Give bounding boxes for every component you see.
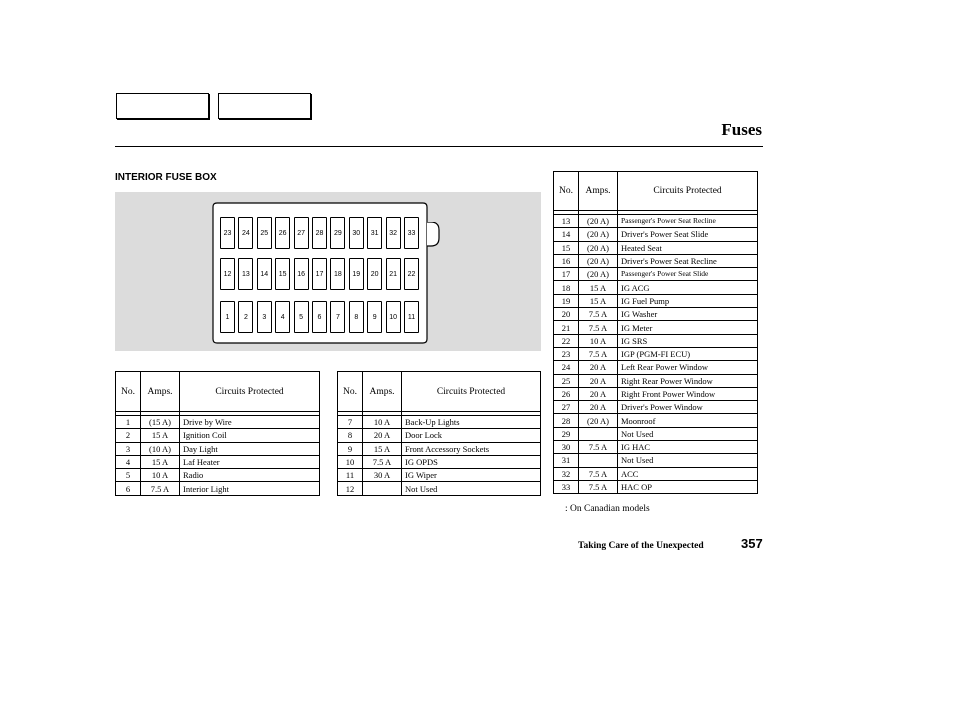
table-row <box>554 454 758 467</box>
fuse-number: 7 <box>338 416 363 429</box>
table-row <box>554 414 758 427</box>
fuse-6: 6 <box>312 301 327 333</box>
fuse-15: 15 <box>275 258 290 290</box>
table-row <box>554 441 758 454</box>
fuse-amps: 7.5 A <box>579 441 618 454</box>
fuse-amps: 15 A <box>579 294 618 307</box>
fuse-number: 22 <box>554 334 579 347</box>
table-row <box>338 442 541 455</box>
fuse-circuit: IG ACG <box>618 281 758 294</box>
table-row <box>554 321 758 334</box>
fuse-number: 31 <box>554 454 579 467</box>
fuse-amps: 15 A <box>141 429 180 442</box>
fuse-circuit: Heated Seat <box>618 241 758 254</box>
fuse-23: 23 <box>220 217 235 249</box>
fuse-number: 32 <box>554 467 579 480</box>
nav-button-contents[interactable] <box>116 93 209 119</box>
fuse-circuit: Passenger's Power Seat Slide <box>618 268 758 281</box>
fuse-amps: (20 A) <box>579 241 618 254</box>
fuse-number: 1 <box>116 416 141 429</box>
table-row <box>554 480 758 493</box>
fuse-amps: (20 A) <box>579 268 618 281</box>
fuse-amps: 20 A <box>579 361 618 374</box>
fuse-circuit: IG HAC <box>618 441 758 454</box>
fuse-30: 30 <box>349 217 364 249</box>
interior-fuse-box-diagram <box>212 202 428 344</box>
table-row <box>554 361 758 374</box>
fuse-circuit: Moonroof <box>618 414 758 427</box>
fuse-box-tab <box>427 222 447 252</box>
fuse-amps: (20 A) <box>579 215 618 228</box>
fuse-21: 21 <box>386 258 401 290</box>
fuse-amps: 15 A <box>579 281 618 294</box>
fuse-circuit: Not Used <box>618 427 758 440</box>
fuse-17: 17 <box>312 258 327 290</box>
fuse-amps: 30 A <box>363 469 402 482</box>
fuse-amps: 15 A <box>141 455 180 468</box>
fuse-amps: 20 A <box>363 429 402 442</box>
fuse-number: 21 <box>554 321 579 334</box>
title-divider <box>115 146 763 147</box>
fuse-31: 31 <box>367 217 382 249</box>
fuse-amps <box>579 427 618 440</box>
fuse-8: 8 <box>349 301 364 333</box>
fuse-number: 26 <box>554 387 579 400</box>
fuse-9: 9 <box>367 301 382 333</box>
table-row <box>116 442 320 455</box>
page-title: Fuses <box>721 120 762 139</box>
fuse-circuit: Driver's Power Seat Recline <box>618 254 758 267</box>
header-no: No. <box>338 372 363 412</box>
fuse-circuit: Ignition Coil <box>180 429 320 442</box>
table-row <box>116 469 320 482</box>
fuse-19: 19 <box>349 258 364 290</box>
fuse-table-3 <box>553 171 758 494</box>
table-row <box>554 241 758 254</box>
fuse-circuit: IG Wiper <box>402 469 541 482</box>
table-row <box>554 347 758 360</box>
fuse-number: 11 <box>338 469 363 482</box>
fuse-amps: 7.5 A <box>579 467 618 480</box>
table-row <box>554 467 758 480</box>
fuse-number: 15 <box>554 241 579 254</box>
fuse-circuit: Driver's Power Seat Slide <box>618 228 758 241</box>
nav-button-index[interactable] <box>218 93 311 119</box>
table-row <box>554 308 758 321</box>
table-row <box>116 429 320 442</box>
fuse-16: 16 <box>294 258 309 290</box>
table-row <box>554 334 758 347</box>
header-amps: Amps. <box>363 372 402 412</box>
fuse-amps <box>363 482 402 495</box>
table-row <box>554 401 758 414</box>
fuse-amps: (20 A) <box>579 228 618 241</box>
section-title: INTERIOR FUSE BOX <box>115 172 217 183</box>
fuse-amps: 10 A <box>579 334 618 347</box>
fuse-number: 4 <box>116 455 141 468</box>
fuse-circuit: Laf Heater <box>180 455 320 468</box>
fuse-amps: 15 A <box>363 442 402 455</box>
table-row <box>554 215 758 228</box>
fuse-number: 3 <box>116 442 141 455</box>
fuse-amps: 7.5 A <box>363 455 402 468</box>
fuse-amps: 7.5 A <box>579 321 618 334</box>
header-circuits: Circuits Protected <box>402 372 541 412</box>
fuse-5: 5 <box>294 301 309 333</box>
fuse-20: 20 <box>367 258 382 290</box>
fuse-number: 29 <box>554 427 579 440</box>
fuse-number: 16 <box>554 254 579 267</box>
fuse-circuit: Radio <box>180 469 320 482</box>
fuse-circuit: HAC OP <box>618 480 758 493</box>
fuse-number: 18 <box>554 281 579 294</box>
fuse-number: 27 <box>554 401 579 414</box>
canadian-models-note: : On Canadian models <box>565 504 650 514</box>
table-row <box>554 427 758 440</box>
fuse-amps <box>579 454 618 467</box>
fuse-1: 1 <box>220 301 235 333</box>
fuse-24: 24 <box>238 217 253 249</box>
header-amps: Amps. <box>141 372 180 412</box>
fuse-33: 33 <box>404 217 419 249</box>
fuse-circuit: IGP (PGM-FI ECU) <box>618 347 758 360</box>
fuse-32: 32 <box>386 217 401 249</box>
table-row <box>554 374 758 387</box>
table-row <box>338 455 541 468</box>
fuse-18: 18 <box>330 258 345 290</box>
fuse-number: 8 <box>338 429 363 442</box>
fuse-circuit: Driver's Power Window <box>618 401 758 414</box>
table-row <box>338 482 541 495</box>
fuse-14: 14 <box>257 258 272 290</box>
fuse-amps: (10 A) <box>141 442 180 455</box>
fuse-amps: (20 A) <box>579 254 618 267</box>
fuse-3: 3 <box>257 301 272 333</box>
fuse-number: 13 <box>554 215 579 228</box>
header-circuits: Circuits Protected <box>180 372 320 412</box>
fuse-amps: (15 A) <box>141 416 180 429</box>
table-row <box>554 294 758 307</box>
fuse-circuit: Drive by Wire <box>180 416 320 429</box>
table-row <box>554 228 758 241</box>
fuse-circuit: Passenger's Power Seat Recline <box>618 215 758 228</box>
fuse-number: 6 <box>116 482 141 495</box>
table-row <box>116 482 320 495</box>
fuse-table-1 <box>115 371 320 496</box>
fuse-number: 5 <box>116 469 141 482</box>
fuse-10: 10 <box>386 301 401 333</box>
fuse-number: 17 <box>554 268 579 281</box>
table-row <box>116 455 320 468</box>
fuse-amps: 7.5 A <box>579 480 618 493</box>
footer-chapter-title: Taking Care of the Unexpected <box>578 541 704 551</box>
table-row <box>554 254 758 267</box>
fuse-12: 12 <box>220 258 235 290</box>
fuse-circuit: Left Rear Power Window <box>618 361 758 374</box>
fuse-circuit: IG Washer <box>618 308 758 321</box>
table-row <box>554 387 758 400</box>
fuse-4: 4 <box>275 301 290 333</box>
table-row <box>338 469 541 482</box>
fuse-circuit: IG Meter <box>618 321 758 334</box>
fuse-amps: 7.5 A <box>579 347 618 360</box>
fuse-28: 28 <box>312 217 327 249</box>
table-row <box>338 416 541 429</box>
fuse-amps: 20 A <box>579 374 618 387</box>
fuse-amps: 7.5 A <box>579 308 618 321</box>
fuse-13: 13 <box>238 258 253 290</box>
fuse-amps: 10 A <box>141 469 180 482</box>
fuse-26: 26 <box>275 217 290 249</box>
fuse-number: 24 <box>554 361 579 374</box>
fuse-amps: 20 A <box>579 387 618 400</box>
fuse-25: 25 <box>257 217 272 249</box>
fuse-table-2 <box>337 371 541 496</box>
fuse-2: 2 <box>238 301 253 333</box>
fuse-amps: 7.5 A <box>141 482 180 495</box>
fuse-circuit: Right Front Power Window <box>618 387 758 400</box>
fuse-number: 19 <box>554 294 579 307</box>
table-row <box>554 268 758 281</box>
header-no: No. <box>116 372 141 412</box>
header-amps: Amps. <box>579 172 618 211</box>
fuse-circuit: Not Used <box>402 482 541 495</box>
fuse-22: 22 <box>404 258 419 290</box>
fuse-number: 23 <box>554 347 579 360</box>
fuse-27: 27 <box>294 217 309 249</box>
fuse-29: 29 <box>330 217 345 249</box>
fuse-number: 2 <box>116 429 141 442</box>
fuse-number: 20 <box>554 308 579 321</box>
table-row <box>116 416 320 429</box>
fuse-number: 33 <box>554 480 579 493</box>
fuse-amps: (20 A) <box>579 414 618 427</box>
fuse-circuit: Interior Light <box>180 482 320 495</box>
header-circuits: Circuits Protected <box>618 172 758 211</box>
fuse-circuit: IG Fuel Pump <box>618 294 758 307</box>
fuse-number: 12 <box>338 482 363 495</box>
fuse-circuit: ACC <box>618 467 758 480</box>
page-number: 357 <box>741 536 763 551</box>
fuse-number: 9 <box>338 442 363 455</box>
fuse-number: 30 <box>554 441 579 454</box>
table-row <box>338 429 541 442</box>
fuse-amps: 10 A <box>363 416 402 429</box>
fuse-number: 25 <box>554 374 579 387</box>
fuse-circuit: Day Light <box>180 442 320 455</box>
fuse-number: 10 <box>338 455 363 468</box>
header-no: No. <box>554 172 579 211</box>
fuse-number: 14 <box>554 228 579 241</box>
fuse-circuit: IG OPDS <box>402 455 541 468</box>
fuse-circuit: Back-Up Lights <box>402 416 541 429</box>
fuse-7: 7 <box>330 301 345 333</box>
fuse-11: 11 <box>404 301 419 333</box>
fuse-circuit: IG SRS <box>618 334 758 347</box>
table-row <box>554 281 758 294</box>
fuse-circuit: Front Accessory Sockets <box>402 442 541 455</box>
fuse-circuit: Right Rear Power Window <box>618 374 758 387</box>
fuse-circuit: Not Used <box>618 454 758 467</box>
fuse-number: 28 <box>554 414 579 427</box>
fuse-circuit: Door Lock <box>402 429 541 442</box>
fuse-amps: 20 A <box>579 401 618 414</box>
